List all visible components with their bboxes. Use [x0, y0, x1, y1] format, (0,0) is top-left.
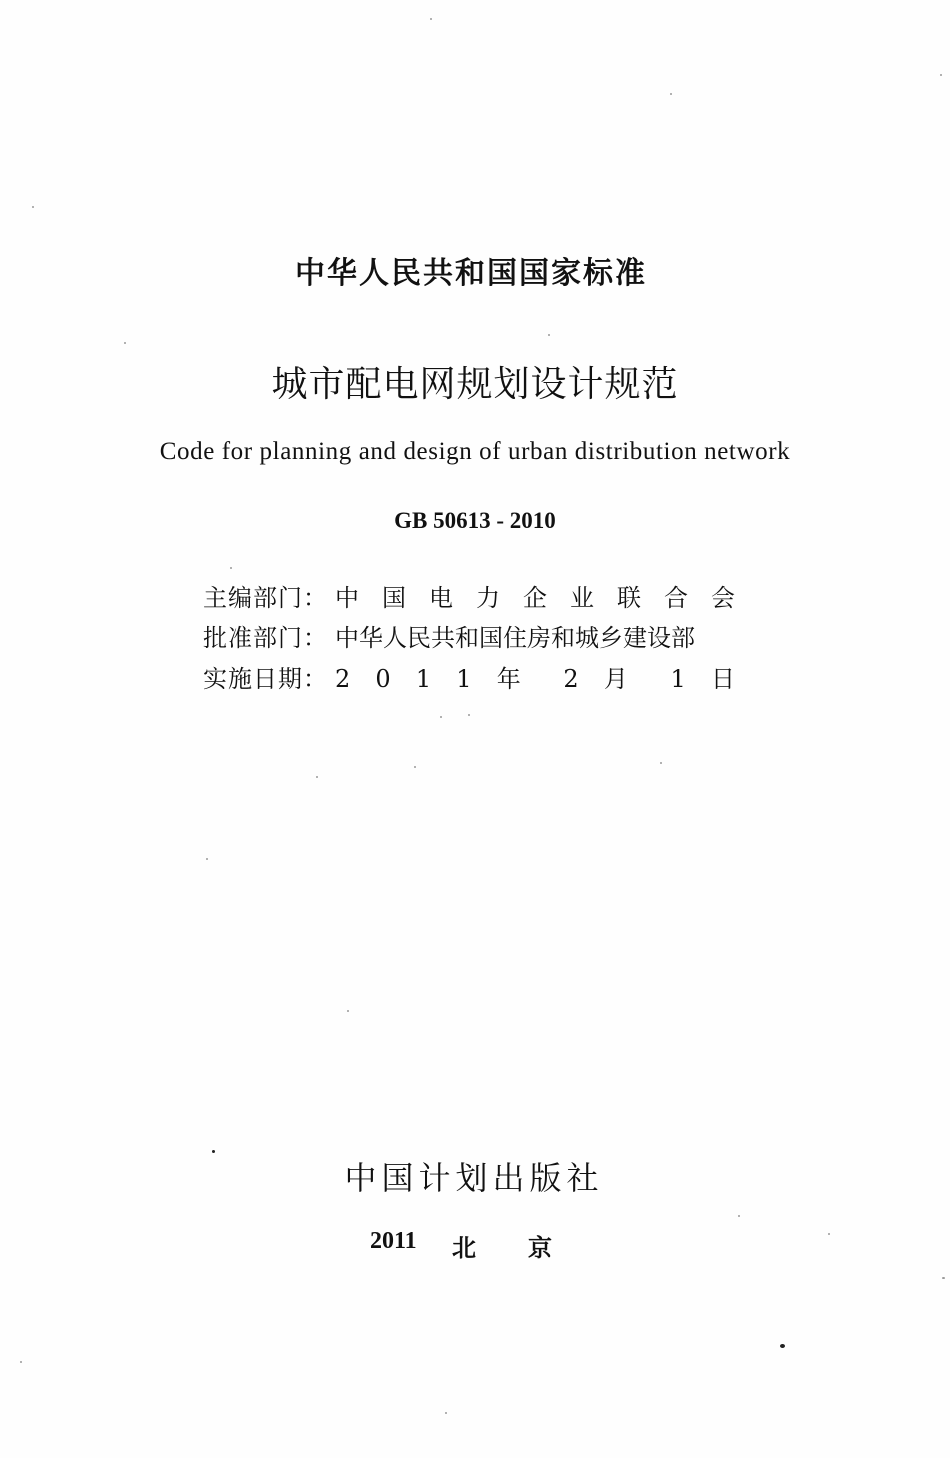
publication-line [370, 1228, 604, 1262]
publication-city: 北京 [452, 1234, 604, 1262]
editor-row [203, 578, 743, 614]
scan-speck [32, 206, 34, 208]
publisher-name: 中国计划出版社 [344, 1159, 604, 1197]
standard-type: 中华人民共和国国家标准 [295, 256, 647, 291]
scan-speck [124, 342, 126, 344]
scan-speck [780, 1344, 785, 1348]
scan-speck [468, 714, 470, 716]
scan-speck [940, 74, 942, 76]
approver-row [203, 618, 743, 654]
scan-speck [316, 776, 318, 778]
scan-speck [445, 1412, 447, 1414]
scan-speck [20, 1361, 22, 1363]
approver-label: 批准部门： [203, 624, 328, 652]
scan-speck [430, 18, 432, 20]
scan-speck [942, 1277, 945, 1279]
editor-value: 中 国 电 力 企 业 联 合 会 [335, 584, 735, 612]
scan-speck [414, 766, 416, 768]
scan-speck [670, 93, 672, 95]
scan-speck [660, 762, 662, 764]
effective-date-row [203, 659, 743, 695]
scan-speck [440, 716, 442, 718]
editor-label: 主编部门： [203, 584, 328, 612]
effective-date-value: 2 0 1 1 年 2 月 1 日 [335, 665, 735, 693]
scan-speck [828, 1233, 830, 1235]
approver-value: 中华人民共和国住房和城乡建设部 [335, 624, 695, 652]
scan-speck [212, 1150, 215, 1153]
english-title: Code for planning and design of urban distribution network [159, 438, 791, 465]
scan-speck [548, 334, 550, 336]
chinese-title: 城市配电网规划设计规范 [271, 364, 679, 405]
scan-speck [230, 567, 232, 569]
scan-speck [206, 858, 208, 860]
publication-year: 2011 [370, 1228, 417, 1254]
scan-speck [738, 1215, 740, 1217]
effective-date-label: 实施日期： [203, 665, 328, 693]
scan-speck [347, 1010, 349, 1012]
standard-code: GB 50613 - 2010 [394, 508, 556, 533]
